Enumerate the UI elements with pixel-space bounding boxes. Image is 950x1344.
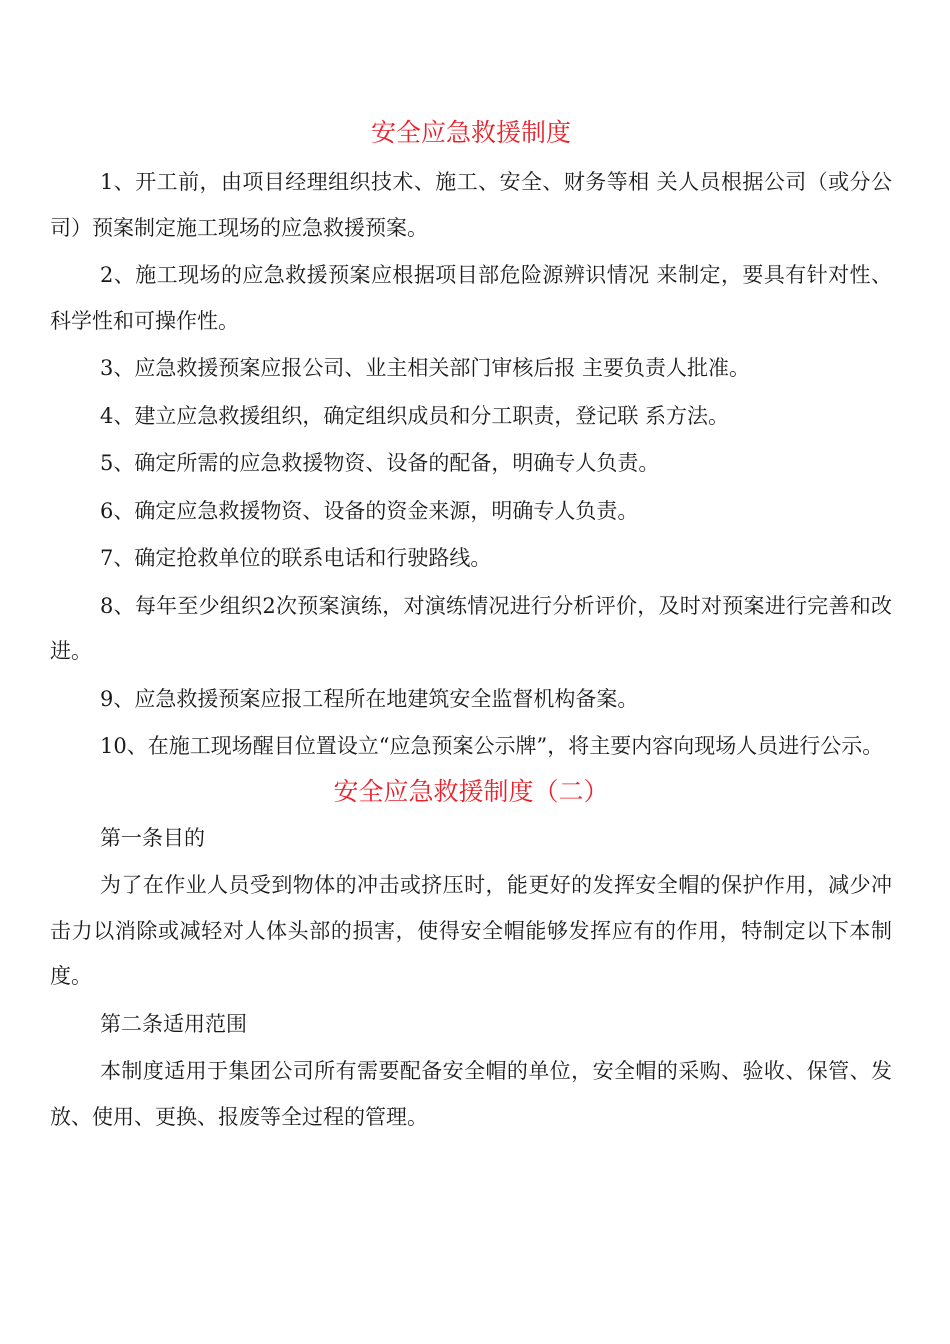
section-1-items	[50, 160, 892, 770]
item-5: 5、确定所需的应急救援物资、设备的配备，明确专人负责。	[100, 451, 660, 475]
section-1-title: 安全应急救援制度	[370, 118, 571, 147]
section-2-body	[50, 816, 892, 1141]
item-7: 7、确定抢救单位的联系电话和行驶路线。	[100, 546, 492, 570]
item-10: 10、在施工现场醒目位置设立“应急预案公示牌”，将主要内容向现场人员进行公示。	[100, 734, 884, 758]
item-6: 6、确定应急救援物资、设备的资金来源，明确专人负责。	[100, 498, 639, 523]
article-2-heading: 第二条适用范围	[100, 1011, 247, 1036]
item-1: 1、开工前，由项目经理组织技术、施工、安全、财务等相 关人员根据公司（或分公司）预案制定施工现场的应急救援预案。	[50, 170, 892, 240]
item-8: 8、每年至少组织2次预案演练，对演练情况进行分析评价，及时对预案进行完善和改进。	[50, 593, 892, 663]
section-2-title: 安全应急救援制度（二）	[333, 776, 609, 806]
article-2-body: 本制度适用于集团公司所有需要配备安全帽的单位，安全帽的采购、验收、保管、发放、使用、更换、报废等全过程的管理。	[50, 1059, 892, 1129]
article-1-body: 为了在作业人员受到物体的冲击或挤压时，能更好的发挥安全帽的保护作用，减少冲击力以消除或减轻对人体头部的损害，使得安全帽能够发挥应有的作用，特制定以下本制度。	[50, 873, 892, 988]
item-3: 3、应急救援预案应报公司、业主相关部门审核后报 主要负责人批准。	[100, 356, 751, 380]
item-2: 2、施工现场的应急救援预案应根据项目部危险源辨识情况 来制定，要具有针对性、科学性和可操作性。	[50, 263, 892, 333]
article-1-heading: 第一条目的	[100, 825, 205, 850]
item-9: 9、应急救援预案应报工程所在地建筑安全监督机构备案。	[100, 686, 639, 711]
item-4: 4、建立应急救援组织，确定组织成员和分工职责，登记联 系方法。	[100, 403, 730, 428]
